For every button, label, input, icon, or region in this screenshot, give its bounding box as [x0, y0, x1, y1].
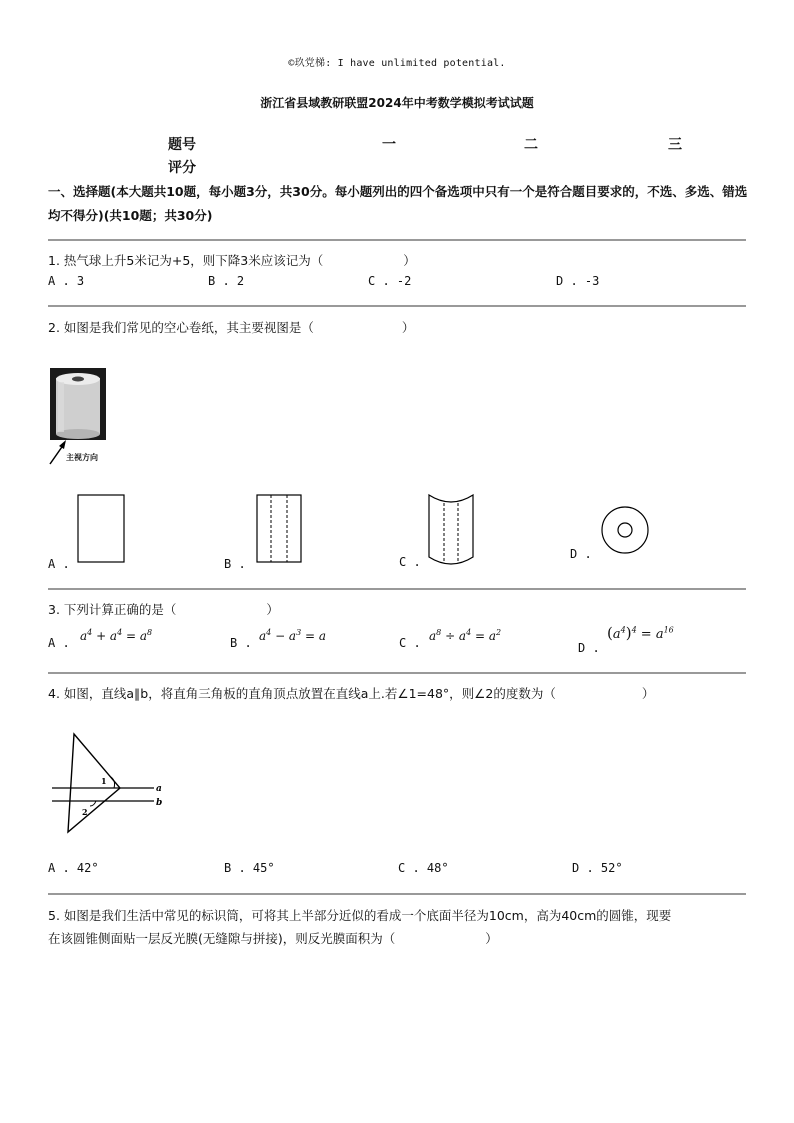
q4-option-b: B . 45° [224, 861, 275, 875]
question-4-close: ） [641, 686, 655, 701]
q1-option-d: D . -3 [556, 274, 600, 288]
q2-option-d-figure [600, 505, 650, 555]
q3-option-c-label: C . [399, 636, 421, 650]
q4-option-a: A . 42° [48, 861, 99, 875]
q3-option-a-formula: $a^4 + a^4 = a^8$ [80, 628, 153, 643]
angle-1-label: 1 [101, 776, 107, 786]
question-2-stem [48, 318, 414, 336]
question-5-line-1: 5. 如图是我们生活中常见的标识筒，可将其上半部分近似的看成一个底面半径为10cm，高为40cm的圆锥，现要 [48, 908, 672, 923]
divider [48, 672, 746, 674]
q3-option-d-label: D . [578, 641, 600, 655]
q1-option-c: C . -2 [368, 274, 412, 288]
question-5-line-2 [48, 929, 498, 947]
q3-option-b-label: B . [230, 636, 252, 650]
divider [48, 588, 746, 590]
question-4-text: 4. 如图，直线a∥b，将直角三角板的直角顶点放置在直线a上.若∠1=48°，则∠2的度数为（ [48, 686, 556, 701]
question-4-stem [48, 684, 654, 702]
divider [48, 305, 746, 307]
question-1-stem [48, 251, 416, 269]
q3-option-a-label: A . [48, 636, 70, 650]
q4-option-d: D . 52° [572, 861, 623, 875]
q2-option-d-label: D . [570, 547, 592, 561]
q1-option-b: B . 2 [208, 274, 245, 288]
q2-option-c-label: C . [399, 555, 421, 569]
question-3-stem [48, 600, 279, 618]
score-table-col-3: 三 [668, 137, 682, 153]
paper-roll-photo [50, 368, 106, 440]
question-5-close: ） [485, 931, 498, 946]
question-2-close: ） [401, 320, 415, 335]
view-direction-arrow-icon [48, 438, 68, 466]
divider [48, 893, 746, 895]
question-1-close: ） [403, 253, 416, 268]
score-table-col-header: 题号 [168, 137, 196, 153]
score-table-col-1: 一 [382, 137, 396, 153]
angle-2-label: 2 [82, 807, 88, 817]
q2-option-c-figure [427, 493, 475, 567]
question-3-text: 3. 下列计算正确的是（ [48, 602, 177, 617]
q3-option-b-formula: $a^4 - a^3 = a$ [259, 628, 327, 643]
q3-option-c-formula: $a^8 \div a^4 = a^2$ [429, 628, 502, 643]
question-2-text: 2. 如图是我们常见的空心卷纸，其主要视图是（ [48, 320, 314, 335]
q2-option-a-figure [76, 494, 126, 564]
page-title: 浙江省县域教研联盟2024年中考数学模拟考试试题 [260, 96, 534, 110]
question-3-close: ） [266, 602, 279, 617]
q2-option-b-label: B . [224, 557, 246, 571]
line-a-label: a [156, 784, 162, 794]
question-5-text: 在该圆锥侧面贴一层反光膜(无缝隙与拼接)，则反光膜面积为（ [48, 931, 396, 946]
score-table-col-2: 二 [524, 137, 538, 153]
watermark: ©玖党梯: I have unlimited potential. [288, 58, 506, 69]
q1-option-a: A . 3 [48, 274, 85, 288]
q4-option-c: C . 48° [398, 861, 449, 875]
view-direction-label: 主视方向 [66, 453, 98, 462]
section-heading: 一、选择题(本大题共10题，每小题3分，共30分。每小题列出的四个备选项中只有一个是符合题目要求的，不选、多选、错选均不得分)(共10题；共30分) [48, 184, 748, 223]
q2-option-b-figure [255, 494, 303, 564]
q2-option-a-label: A . [48, 557, 70, 571]
line-b-label: b [156, 798, 163, 808]
q4-geometry-figure [50, 728, 170, 838]
divider [48, 239, 746, 241]
q3-option-d-formula: $(a^4)^4 = a^{16}$ [607, 624, 674, 642]
question-1-text: 1. 热气球上升5米记为+5，则下降3米应该记为（ [48, 253, 324, 268]
score-table-row-header: 评分 [168, 160, 196, 176]
